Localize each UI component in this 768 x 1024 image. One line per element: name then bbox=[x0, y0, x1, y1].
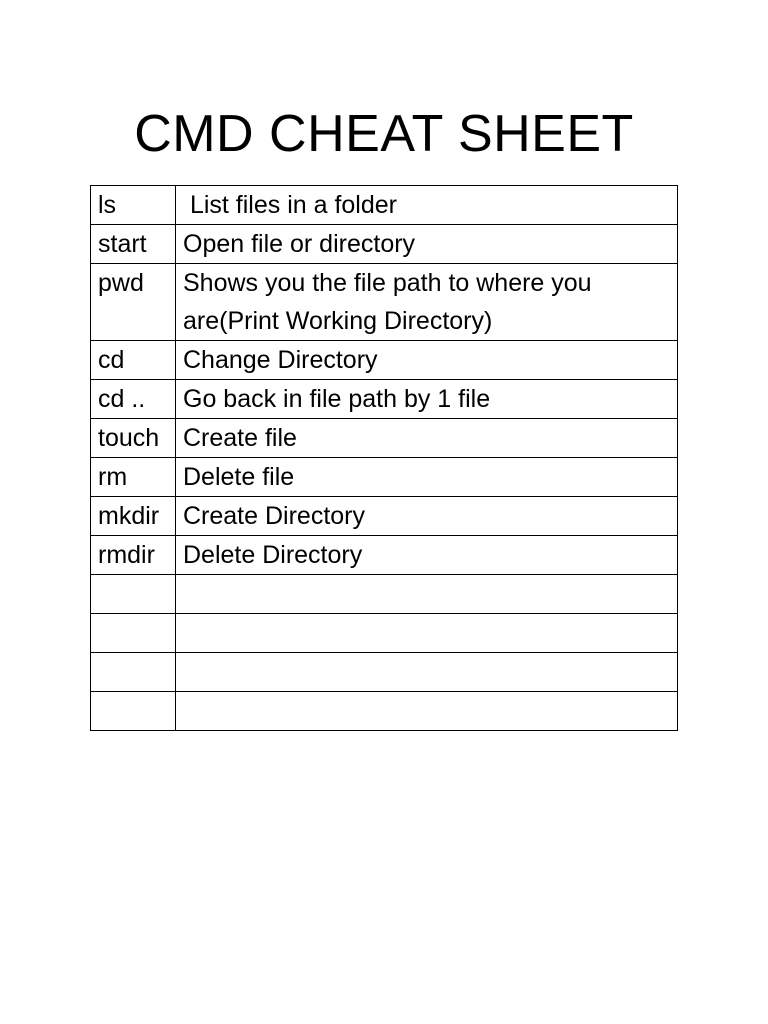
description-cell bbox=[176, 614, 678, 653]
command-cell: mkdir bbox=[91, 497, 176, 536]
description-cell: Go back in file path by 1 file bbox=[176, 380, 678, 419]
description-cell: Open file or directory bbox=[176, 225, 678, 264]
table-row bbox=[91, 458, 678, 497]
table-row bbox=[91, 264, 678, 341]
page-title: CMD CHEAT SHEET bbox=[134, 105, 634, 163]
table-row bbox=[91, 186, 678, 225]
table-row bbox=[91, 341, 678, 380]
description-cell: Create Directory bbox=[176, 497, 678, 536]
table-row bbox=[91, 692, 678, 731]
table-row bbox=[91, 225, 678, 264]
command-cell bbox=[91, 692, 176, 731]
table-row bbox=[91, 653, 678, 692]
table-row bbox=[91, 419, 678, 458]
table-row bbox=[91, 497, 678, 536]
command-cell: touch bbox=[91, 419, 176, 458]
command-cell bbox=[91, 575, 176, 614]
description-cell bbox=[176, 692, 678, 731]
cheat-sheet-table bbox=[90, 185, 678, 731]
table-row bbox=[91, 575, 678, 614]
command-cell: start bbox=[91, 225, 176, 264]
description-cell bbox=[176, 653, 678, 692]
description-cell: Delete Directory bbox=[176, 536, 678, 575]
command-cell: rmdir bbox=[91, 536, 176, 575]
table-row bbox=[91, 536, 678, 575]
description-cell: Shows you the file path to where you are(Print Working Directory) bbox=[176, 264, 678, 341]
command-cell: cd bbox=[91, 341, 176, 380]
table-row bbox=[91, 380, 678, 419]
description-cell: List files in a folder bbox=[176, 186, 678, 225]
description-cell: Create file bbox=[176, 419, 678, 458]
description-cell: Delete file bbox=[176, 458, 678, 497]
table-row bbox=[91, 614, 678, 653]
command-cell: cd .. bbox=[91, 380, 176, 419]
command-cell: pwd bbox=[91, 264, 176, 341]
command-cell: ls bbox=[91, 186, 176, 225]
description-cell: Change Directory bbox=[176, 341, 678, 380]
command-cell bbox=[91, 614, 176, 653]
command-cell: rm bbox=[91, 458, 176, 497]
description-cell bbox=[176, 575, 678, 614]
command-cell bbox=[91, 653, 176, 692]
